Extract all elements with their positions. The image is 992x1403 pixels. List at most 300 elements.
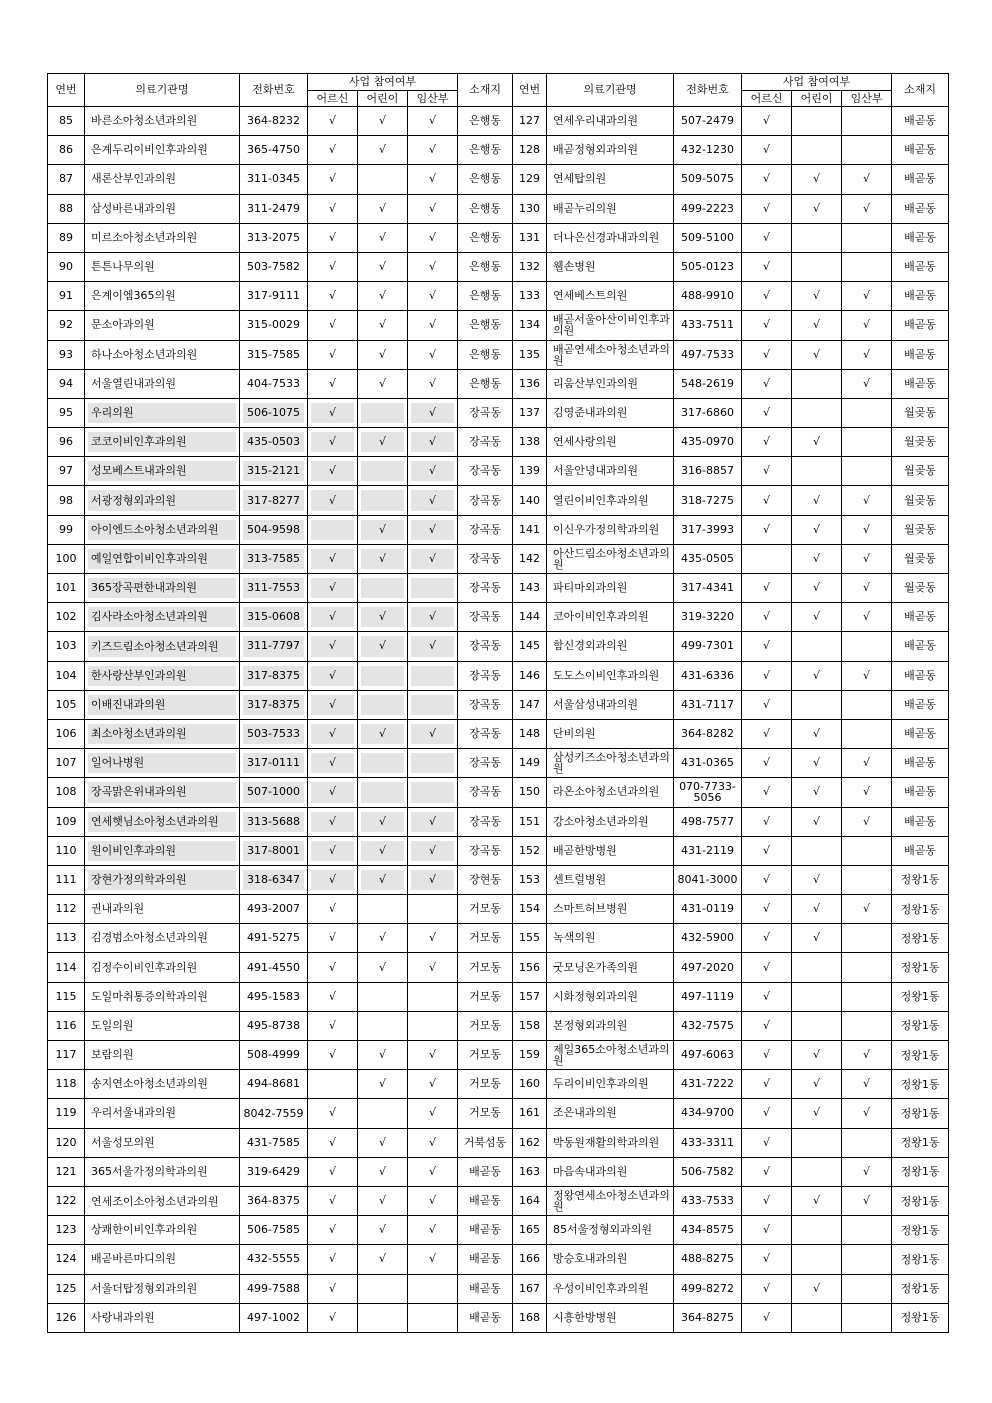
cell-shading xyxy=(361,666,404,686)
cell-phone xyxy=(240,749,308,778)
cell-text: 507-1000 xyxy=(247,785,300,799)
cell-elderly: √ xyxy=(742,282,792,311)
cell-location: 월곶동 xyxy=(892,574,949,603)
cell-child: √ xyxy=(358,311,408,340)
cell-elderly: √ xyxy=(308,982,358,1011)
cell-text: 365장곡편한내과의원 xyxy=(91,581,198,595)
cell-no: 124 xyxy=(48,1245,85,1274)
cell-pregnant: √ xyxy=(842,778,892,807)
cell-pregnant: √ xyxy=(408,282,458,311)
cell-text: 313-5688 xyxy=(247,814,300,828)
cell-pregnant xyxy=(842,1011,892,1040)
cell-text: 성모베스트내과의원 xyxy=(91,464,187,478)
cell-pregnant xyxy=(408,661,458,690)
cell-no: 85 xyxy=(48,107,85,136)
cell-no: 165 xyxy=(513,1216,547,1245)
cell-pregnant xyxy=(408,836,458,865)
cell-elderly xyxy=(308,719,358,748)
cell-phone: 432-7575 xyxy=(674,1011,742,1040)
cell-text: √ xyxy=(328,435,336,449)
cell-pregnant: √ xyxy=(842,486,892,515)
cell-text: √ xyxy=(378,435,386,449)
cell-pregnant xyxy=(408,778,458,807)
cell-text: √ xyxy=(328,464,336,478)
cell-text: 435-0503 xyxy=(247,435,300,449)
cell-elderly xyxy=(308,865,358,894)
cell-name xyxy=(85,574,240,603)
cell-no: 141 xyxy=(513,515,547,544)
cell-name: 김경범소아청소년과의원 xyxy=(85,924,240,953)
cell-pregnant xyxy=(408,603,458,632)
cell-name: 은계이엠365의원 xyxy=(85,282,240,311)
cell-elderly xyxy=(308,632,358,661)
cell-name: 미르소아청소년과의원 xyxy=(85,223,240,252)
cell-no: 154 xyxy=(513,895,547,924)
cell-no: 125 xyxy=(48,1274,85,1303)
cell-pregnant xyxy=(408,719,458,748)
cell-location: 월곶동 xyxy=(892,515,949,544)
cell-elderly xyxy=(308,457,358,486)
cell-child xyxy=(358,749,408,778)
cell-elderly: √ xyxy=(308,895,358,924)
cell-no: 152 xyxy=(513,836,547,865)
cell-phone: 433-7511 xyxy=(674,311,742,340)
cell-location: 배곧동 xyxy=(458,1245,513,1274)
cell-text: √ xyxy=(328,581,336,595)
cell-phone: 431-0119 xyxy=(674,895,742,924)
cell-pregnant xyxy=(842,136,892,165)
table-row xyxy=(48,457,949,486)
cell-no: 116 xyxy=(48,1011,85,1040)
cell-pregnant: √ xyxy=(842,895,892,924)
cell-phone: 433-3311 xyxy=(674,1128,742,1157)
cell-name: 강소아청소년과의원 xyxy=(547,807,674,836)
cell-location: 배곧동 xyxy=(892,311,949,340)
cell-pregnant xyxy=(842,1216,892,1245)
cell-no: 101 xyxy=(48,574,85,603)
header-phone: 전화번호 xyxy=(674,74,742,107)
cell-name: 튼튼나무의원 xyxy=(85,252,240,281)
cell-phone: 319-3220 xyxy=(674,603,742,632)
cell-elderly xyxy=(308,544,358,573)
cell-no: 161 xyxy=(513,1099,547,1128)
cell-elderly: √ xyxy=(742,632,792,661)
cell-location: 거모동 xyxy=(458,1070,513,1099)
cell-name: 하나소아청소년과의원 xyxy=(85,340,240,369)
cell-phone xyxy=(240,865,308,894)
cell-pregnant: √ xyxy=(408,1186,458,1215)
cell-location: 월곶동 xyxy=(892,544,949,573)
cell-child: √ xyxy=(792,544,842,573)
cell-location: 정왕1동 xyxy=(892,1216,949,1245)
cell-text: 317-8277 xyxy=(247,493,300,507)
cell-child: √ xyxy=(792,311,842,340)
cell-no: 136 xyxy=(513,369,547,398)
cell-text: 서광정형외과의원 xyxy=(91,493,177,507)
cell-phone: 317-9111 xyxy=(240,282,308,311)
cell-name xyxy=(85,749,240,778)
cell-child: √ xyxy=(792,924,842,953)
header-child: 어린이 xyxy=(358,91,408,107)
cell-elderly: √ xyxy=(742,369,792,398)
cell-text: 311-7553 xyxy=(247,581,300,595)
cell-no: 159 xyxy=(513,1041,547,1070)
cell-text: 최소아청소년과의원 xyxy=(91,727,187,741)
cell-location: 은행동 xyxy=(458,340,513,369)
cell-location: 배곧동 xyxy=(892,836,949,865)
cell-child xyxy=(358,982,408,1011)
cell-location: 월곶동 xyxy=(892,457,949,486)
cell-elderly: √ xyxy=(742,807,792,836)
cell-phone: 311-0345 xyxy=(240,165,308,194)
cell-location: 배곧동 xyxy=(892,749,949,778)
cell-phone: 433-7533 xyxy=(674,1186,742,1215)
cell-child xyxy=(358,778,408,807)
cell-elderly: √ xyxy=(742,749,792,778)
cell-phone: 431-2119 xyxy=(674,836,742,865)
cell-shading xyxy=(411,695,454,715)
cell-phone: 499-2223 xyxy=(674,194,742,223)
cell-no: 122 xyxy=(48,1186,85,1215)
cell-pregnant: √ xyxy=(408,1245,458,1274)
table-row xyxy=(48,778,949,807)
cell-pregnant: √ xyxy=(408,252,458,281)
cell-location: 은행동 xyxy=(458,107,513,136)
cell-phone: 404-7533 xyxy=(240,369,308,398)
cell-shading xyxy=(361,695,404,715)
cell-pregnant: √ xyxy=(842,282,892,311)
table-row xyxy=(48,603,949,632)
cell-child: √ xyxy=(792,340,842,369)
cell-pregnant xyxy=(842,1274,892,1303)
cell-no: 127 xyxy=(513,107,547,136)
cell-location: 배곧동 xyxy=(892,282,949,311)
cell-name: 박동원재활의학과의원 xyxy=(547,1128,674,1157)
cell-elderly: √ xyxy=(742,1128,792,1157)
header-elderly: 어르신 xyxy=(308,91,358,107)
cell-text: √ xyxy=(378,551,386,565)
cell-location: 배곧동 xyxy=(458,1157,513,1186)
cell-no: 110 xyxy=(48,836,85,865)
cell-child: √ xyxy=(358,223,408,252)
cell-child: √ xyxy=(792,1041,842,1070)
cell-phone: 313-2075 xyxy=(240,223,308,252)
cell-phone: 506-7585 xyxy=(240,1216,308,1245)
cell-no: 166 xyxy=(513,1245,547,1274)
cell-pregnant xyxy=(842,398,892,427)
cell-name: 연세베스트의원 xyxy=(547,282,674,311)
cell-pregnant: √ xyxy=(842,165,892,194)
cell-pregnant: √ xyxy=(842,574,892,603)
cell-elderly: √ xyxy=(742,398,792,427)
cell-phone xyxy=(240,428,308,457)
cell-name: 우리서울내과의원 xyxy=(85,1099,240,1128)
cell-pregnant: √ xyxy=(408,194,458,223)
cell-child: √ xyxy=(358,1128,408,1157)
cell-elderly: √ xyxy=(742,428,792,457)
cell-name xyxy=(85,603,240,632)
cell-location: 장곡동 xyxy=(458,690,513,719)
table-row xyxy=(48,544,949,573)
table-row xyxy=(48,1070,949,1099)
cell-no: 149 xyxy=(513,749,547,778)
cell-child xyxy=(358,865,408,894)
cell-elderly: √ xyxy=(742,690,792,719)
cell-name: 녹색의원 xyxy=(547,924,674,953)
cell-elderly: √ xyxy=(308,1011,358,1040)
cell-phone xyxy=(240,457,308,486)
cell-child: √ xyxy=(358,1186,408,1215)
cell-name xyxy=(85,865,240,894)
cell-shading xyxy=(411,666,454,686)
cell-text: √ xyxy=(429,464,437,478)
cell-no: 140 xyxy=(513,486,547,515)
cell-location: 은행동 xyxy=(458,165,513,194)
cell-no: 145 xyxy=(513,632,547,661)
cell-phone: 488-8275 xyxy=(674,1245,742,1274)
cell-shading xyxy=(361,782,404,802)
cell-name xyxy=(85,632,240,661)
cell-phone: 317-4341 xyxy=(674,574,742,603)
header-location: 소재지 xyxy=(892,74,949,107)
cell-pregnant: √ xyxy=(842,1041,892,1070)
cell-no: 86 xyxy=(48,136,85,165)
cell-location: 배곧동 xyxy=(892,194,949,223)
cell-location: 배곧동 xyxy=(892,340,949,369)
cell-elderly xyxy=(308,486,358,515)
cell-text: 아이엔드소아청소년과의원 xyxy=(91,523,219,537)
cell-pregnant xyxy=(408,486,458,515)
cell-text: √ xyxy=(328,872,336,886)
cell-no: 148 xyxy=(513,719,547,748)
cell-text: 키즈드림소아청소년과의원 xyxy=(91,639,219,653)
cell-elderly: √ xyxy=(742,1070,792,1099)
cell-name xyxy=(85,398,240,427)
cell-pregnant: √ xyxy=(408,1070,458,1099)
cell-child xyxy=(792,1011,842,1040)
cell-pregnant: √ xyxy=(408,1041,458,1070)
cell-elderly: √ xyxy=(308,1245,358,1274)
cell-elderly xyxy=(308,428,358,457)
cell-child xyxy=(792,1128,842,1157)
cell-no: 113 xyxy=(48,924,85,953)
cell-name: 열린이비인후과의원 xyxy=(547,486,674,515)
cell-name: 시흥한방병원 xyxy=(547,1303,674,1332)
cell-name: 송지연소아청소년과의원 xyxy=(85,1070,240,1099)
header-participation: 사업 참여여부 xyxy=(742,74,892,91)
cell-phone: 8041-3000 xyxy=(674,865,742,894)
cell-pregnant: √ xyxy=(842,515,892,544)
table-row xyxy=(48,1186,949,1215)
cell-phone: 499-8272 xyxy=(674,1274,742,1303)
cell-location: 정왕1동 xyxy=(892,1041,949,1070)
cell-text: √ xyxy=(429,551,437,565)
cell-location: 월곶동 xyxy=(892,398,949,427)
cell-child xyxy=(358,895,408,924)
cell-no: 126 xyxy=(48,1303,85,1332)
cell-name: 서울열린내과의원 xyxy=(85,369,240,398)
cell-location: 배곧동 xyxy=(458,1274,513,1303)
cell-child xyxy=(792,982,842,1011)
cell-no: 139 xyxy=(513,457,547,486)
cell-location: 은행동 xyxy=(458,369,513,398)
cell-text: 장현가정의학과의원 xyxy=(91,872,187,886)
cell-location: 장곡동 xyxy=(458,515,513,544)
cell-child xyxy=(792,1303,842,1332)
cell-child xyxy=(358,457,408,486)
cell-pregnant: √ xyxy=(408,1128,458,1157)
cell-elderly xyxy=(308,661,358,690)
cell-text: 이배진내과의원 xyxy=(91,697,166,711)
table-row xyxy=(48,398,949,427)
cell-name: 단비의원 xyxy=(547,719,674,748)
cell-name: 도일의원 xyxy=(85,1011,240,1040)
cell-location: 장곡동 xyxy=(458,398,513,427)
cell-pregnant: √ xyxy=(408,340,458,369)
cell-name: 제일365소아청소년과의원 xyxy=(547,1041,674,1070)
cell-name xyxy=(85,719,240,748)
cell-child: √ xyxy=(358,282,408,311)
cell-name: 배곧한방병원 xyxy=(547,836,674,865)
cell-text: √ xyxy=(328,785,336,799)
cell-pregnant: √ xyxy=(408,136,458,165)
cell-name: 상쾌한이비인후과의원 xyxy=(85,1216,240,1245)
table-row xyxy=(48,1157,949,1186)
cell-name: 보람의원 xyxy=(85,1041,240,1070)
cell-pregnant xyxy=(842,690,892,719)
cell-no: 108 xyxy=(48,778,85,807)
cell-pregnant xyxy=(842,252,892,281)
cell-child: √ xyxy=(358,1157,408,1186)
cell-no: 104 xyxy=(48,661,85,690)
cell-elderly: √ xyxy=(308,165,358,194)
cell-child: √ xyxy=(358,1216,408,1245)
cell-text: √ xyxy=(378,610,386,624)
cell-elderly xyxy=(308,603,358,632)
cell-child: √ xyxy=(792,778,842,807)
cell-phone: 364-8232 xyxy=(240,107,308,136)
cell-child: √ xyxy=(792,165,842,194)
header-phone: 전화번호 xyxy=(240,74,308,107)
cell-phone xyxy=(240,661,308,690)
cell-elderly: √ xyxy=(742,865,792,894)
cell-pregnant xyxy=(842,428,892,457)
cell-name: 마음속내과의원 xyxy=(547,1157,674,1186)
cell-pregnant: √ xyxy=(842,340,892,369)
cell-name: 바른소아청소년과의원 xyxy=(85,107,240,136)
cell-elderly: √ xyxy=(742,719,792,748)
cell-elderly: √ xyxy=(742,1011,792,1040)
table-row xyxy=(48,1303,949,1332)
table-row xyxy=(48,982,949,1011)
cell-text: √ xyxy=(328,610,336,624)
cell-location: 장현동 xyxy=(458,865,513,894)
cell-phone: 431-7585 xyxy=(240,1128,308,1157)
cell-no: 134 xyxy=(513,311,547,340)
cell-phone: 493-2007 xyxy=(240,895,308,924)
cell-phone: 506-7582 xyxy=(674,1157,742,1186)
cell-elderly: √ xyxy=(308,1041,358,1070)
cell-text: 317-8375 xyxy=(247,697,300,711)
cell-no: 93 xyxy=(48,340,85,369)
cell-phone: 498-7577 xyxy=(674,807,742,836)
cell-text: 313-7585 xyxy=(247,551,300,565)
cell-pregnant xyxy=(842,836,892,865)
header-no: 연번 xyxy=(513,74,547,107)
cell-location: 은행동 xyxy=(458,223,513,252)
table-row xyxy=(48,865,949,894)
cell-text: √ xyxy=(328,493,336,507)
cell-shading xyxy=(361,753,404,773)
cell-pregnant xyxy=(408,749,458,778)
cell-elderly: √ xyxy=(742,486,792,515)
cell-phone: 497-7533 xyxy=(674,340,742,369)
cell-child xyxy=(358,165,408,194)
cell-phone: 497-6063 xyxy=(674,1041,742,1070)
table-row xyxy=(48,807,949,836)
cell-elderly: √ xyxy=(742,340,792,369)
cell-name: 권내과의원 xyxy=(85,895,240,924)
cell-location: 월곶동 xyxy=(892,486,949,515)
cell-child xyxy=(358,719,408,748)
cell-pregnant xyxy=(408,574,458,603)
cell-no: 91 xyxy=(48,282,85,311)
cell-child: √ xyxy=(358,1041,408,1070)
cell-name: 김영준내과의원 xyxy=(547,398,674,427)
cell-pregnant xyxy=(408,1303,458,1332)
cell-no: 132 xyxy=(513,252,547,281)
cell-pregnant xyxy=(842,865,892,894)
cell-name: 삼성바른내과의원 xyxy=(85,194,240,223)
cell-phone: 503-7582 xyxy=(240,252,308,281)
header-pregnant: 임산부 xyxy=(408,91,458,107)
cell-text: 504-9598 xyxy=(247,522,300,536)
cell-pregnant: √ xyxy=(408,1099,458,1128)
cell-text: √ xyxy=(328,756,336,770)
cell-text: √ xyxy=(328,843,336,857)
cell-child xyxy=(358,1099,408,1128)
cell-text: 317-0111 xyxy=(247,756,300,770)
cell-text: 315-0608 xyxy=(247,610,300,624)
cell-location: 장곡동 xyxy=(458,544,513,573)
cell-shading xyxy=(411,578,454,598)
cell-pregnant xyxy=(408,515,458,544)
cell-child: √ xyxy=(358,953,408,982)
cell-pregnant: √ xyxy=(408,223,458,252)
cell-phone: 499-7301 xyxy=(674,632,742,661)
cell-pregnant xyxy=(408,807,458,836)
table-row xyxy=(48,836,949,865)
cell-no: 87 xyxy=(48,165,85,194)
cell-phone xyxy=(240,778,308,807)
cell-location: 정왕1동 xyxy=(892,924,949,953)
cell-location: 배곧동 xyxy=(892,165,949,194)
cell-elderly: √ xyxy=(308,311,358,340)
table-row xyxy=(48,282,949,311)
cell-child: √ xyxy=(792,1070,842,1099)
cell-pregnant xyxy=(408,690,458,719)
cell-no: 160 xyxy=(513,1070,547,1099)
cell-pregnant: √ xyxy=(408,924,458,953)
cell-child: √ xyxy=(358,136,408,165)
cell-name xyxy=(85,457,240,486)
cell-location: 은행동 xyxy=(458,136,513,165)
cell-phone xyxy=(240,398,308,427)
cell-child xyxy=(358,574,408,603)
cell-name: 서울더탑정형외과의원 xyxy=(85,1274,240,1303)
cell-location: 배곧동 xyxy=(458,1303,513,1332)
cell-pregnant xyxy=(408,895,458,924)
